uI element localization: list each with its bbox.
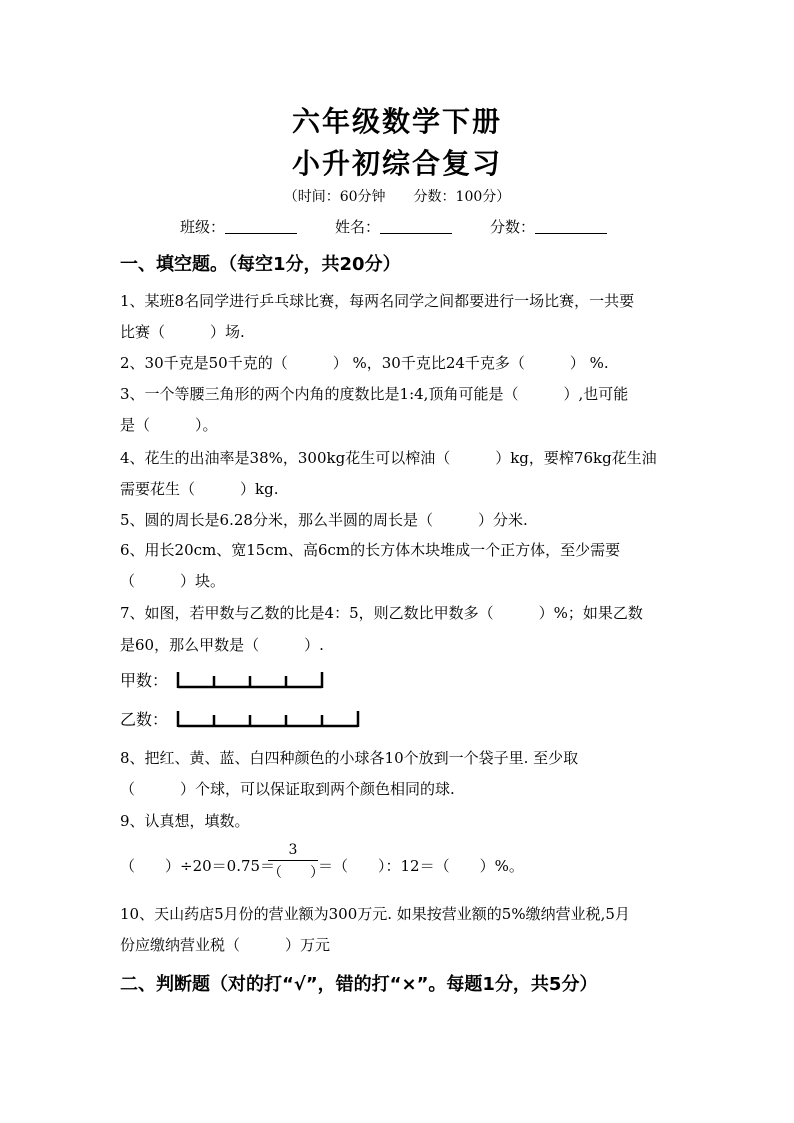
question-line: 8、把红、黄、蓝、白四种颜色的小球各10个放到一个袋子里. 至少取 <box>120 749 579 767</box>
q9-part1: （ ）÷20＝0.75＝ <box>120 857 276 875</box>
question-line: 3、一个等腰三角形的两个内角的度数比是1:4,顶角可能是（ ）,也可能 <box>120 385 629 403</box>
class-label: 班级： <box>180 218 226 236</box>
fraction-numerator: 3 <box>288 842 298 858</box>
section-heading-true-false: 二、判断题（对的打“√”，错的打“×”。每题1分，共5分） <box>120 974 598 995</box>
question-line: 10、天山药店5月份的营业额为300万元. 如果按营业额的5%缴纳营业税,5月 <box>120 905 630 923</box>
section-heading-fill-blank: 一、填空题。（每空1分，共20分） <box>120 254 401 275</box>
score-label: 分数： <box>490 218 536 236</box>
question-line: 1、某班8名同学进行乒乓球比赛，每两名同学之间都要进行一场比赛，一共要 <box>120 292 635 310</box>
time-score-line: （时间：60分钟 分数：100分） <box>283 189 511 205</box>
bar-b-segments <box>176 709 376 729</box>
q9-fraction <box>268 842 324 882</box>
page-subtitle: 小升初综合复习 <box>291 147 502 180</box>
question-line: 是（ ）。 <box>120 416 218 434</box>
name-blank <box>380 219 452 234</box>
class-blank <box>225 219 297 234</box>
question-line: （ ）块。 <box>120 572 226 590</box>
question-line: 4、花生的出油率是38%，300kg花生可以榨油（ ）kg，要榨76kg花生油 <box>120 449 657 467</box>
name-label: 姓名： <box>335 218 381 236</box>
question-line: 6、用长20cm、宽15cm、高6cm的长方体木块堆成一个正方体，至少需要 <box>120 541 621 559</box>
page-title: 六年级数学下册 <box>291 105 502 138</box>
question-line: 5、圆的周长是6.28分米，那么半圆的周长是（ ）分米. <box>120 511 528 529</box>
q9-part2: ＝（ ）：12＝（ ）%。 <box>318 857 524 875</box>
bar-a-label: 甲数： <box>120 671 169 690</box>
question-line: 比赛（ ）场. <box>120 323 245 341</box>
bar-b-label: 乙数： <box>120 710 169 729</box>
question-line: （ ）个球，可以保证取到两个颜色相同的球. <box>120 780 455 798</box>
question-line: 份应缴纳营业税（ ）万元 <box>120 936 331 954</box>
fraction-denominator: （ ） <box>268 865 324 881</box>
question-line: 是60，那么甲数是（ ）. <box>120 636 324 654</box>
bar-a-segments <box>176 670 336 690</box>
fraction-bar <box>268 860 318 861</box>
question-line: 需要花生（ ）kg. <box>120 480 279 498</box>
student-info-row <box>180 216 607 237</box>
question-line: 7、如图，若甲数与乙数的比是4：5，则乙数比甲数多（ ）%；如果乙数 <box>120 604 643 622</box>
question-line: 9、认真想，填数。 <box>120 812 250 830</box>
score-blank <box>535 219 607 234</box>
question-line: 2、30千克是50千克的（ ） %，30千克比24千克多（ ） %. <box>120 354 609 372</box>
